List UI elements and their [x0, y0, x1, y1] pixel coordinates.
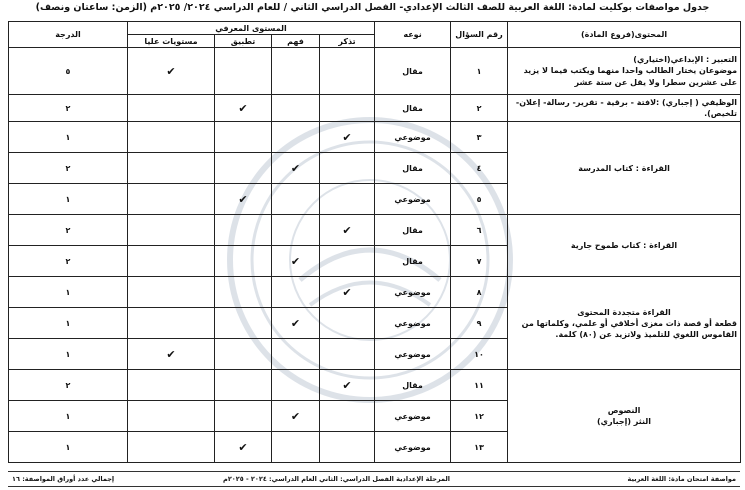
level-remember-cell — [320, 95, 375, 122]
level-understand-cell — [272, 339, 320, 370]
checkmark-icon: ✔ — [342, 130, 352, 144]
level-higher-cell — [128, 122, 215, 153]
header-cognitive-level: المستوى المعرفي — [128, 22, 375, 35]
footer-page-count: إجمالي عدد أوراق المواصفة: ١٦ — [12, 475, 115, 483]
level-apply-cell — [215, 184, 272, 215]
level-understand-cell — [272, 184, 320, 215]
level-higher-cell — [128, 215, 215, 246]
question-number: ٤ — [451, 153, 508, 184]
header-content: المحتوى(فروع المادة) — [508, 22, 741, 48]
level-understand-cell — [272, 401, 320, 432]
content-ambition-book: القراءة : كتاب طموح جارية — [508, 215, 741, 277]
level-remember-cell — [320, 370, 375, 401]
level-apply-cell — [215, 215, 272, 246]
specification-table — [8, 21, 741, 463]
level-higher-cell — [128, 432, 215, 463]
level-apply-cell — [215, 339, 272, 370]
checkmark-icon: ✔ — [290, 409, 301, 423]
header-question-number: رقم السؤال — [451, 22, 508, 48]
question-type: موضوعي — [375, 277, 451, 308]
header-type: نوعه — [375, 22, 451, 48]
table-row — [9, 370, 741, 401]
level-remember-cell — [320, 432, 375, 463]
level-higher-cell — [128, 308, 215, 339]
level-higher-cell — [128, 277, 215, 308]
question-type: موضوعي — [375, 339, 451, 370]
question-type: موضوعي — [375, 401, 451, 432]
level-higher-cell — [128, 401, 215, 432]
question-grade: ٢ — [9, 370, 128, 401]
level-understand-cell — [272, 215, 320, 246]
question-grade: ٥ — [9, 48, 128, 95]
level-apply-cell — [215, 308, 272, 339]
level-understand-cell — [272, 246, 320, 277]
question-number: ٧ — [451, 246, 508, 277]
header-apply: تطبيق — [215, 35, 272, 48]
question-type: مقال — [375, 215, 451, 246]
level-higher-cell — [128, 370, 215, 401]
question-number: ١٢ — [451, 401, 508, 432]
question-grade: ١ — [9, 184, 128, 215]
level-understand-cell — [272, 308, 320, 339]
checkmark-icon: ✔ — [342, 223, 352, 237]
level-understand-cell — [272, 370, 320, 401]
level-apply-cell — [215, 153, 272, 184]
level-remember-cell — [320, 401, 375, 432]
header-higher: مستويات عليا — [128, 35, 215, 48]
level-remember-cell — [320, 339, 375, 370]
question-type: مقال — [375, 153, 451, 184]
checkmark-icon: ✔ — [166, 64, 176, 78]
header-understand: فهم — [272, 35, 320, 48]
level-remember-cell — [320, 153, 375, 184]
question-type: موضوعي — [375, 122, 451, 153]
level-understand-cell — [272, 122, 320, 153]
level-remember-cell — [320, 246, 375, 277]
question-number: ١١ — [451, 370, 508, 401]
table-row — [9, 122, 741, 153]
level-understand-cell — [272, 48, 320, 95]
level-higher-cell — [128, 339, 215, 370]
level-understand-cell — [272, 153, 320, 184]
level-remember-cell — [320, 308, 375, 339]
level-remember-cell — [320, 184, 375, 215]
question-type: مقال — [375, 95, 451, 122]
question-number: ٣ — [451, 122, 508, 153]
level-apply-cell — [215, 48, 272, 95]
level-higher-cell — [128, 184, 215, 215]
question-type: موضوعي — [375, 308, 451, 339]
question-number: ٩ — [451, 308, 508, 339]
question-type: مقال — [375, 48, 451, 95]
question-grade: ٢ — [9, 153, 128, 184]
level-apply-cell — [215, 401, 272, 432]
footer-divider — [8, 471, 740, 472]
question-number: ٨ — [451, 277, 508, 308]
question-grade: ١ — [9, 432, 128, 463]
checkmark-icon: ✔ — [238, 192, 248, 206]
question-number: ١٠ — [451, 339, 508, 370]
content-renewable-title: القراءة متجددة المحتوى — [577, 307, 671, 317]
table-row — [9, 277, 741, 308]
footer-divider-bottom — [8, 486, 740, 487]
level-apply-cell — [215, 432, 272, 463]
checkmark-icon: ✔ — [290, 316, 301, 330]
question-type: مقال — [375, 246, 451, 277]
checkmark-icon: ✔ — [290, 254, 301, 268]
level-remember-cell — [320, 122, 375, 153]
checkmark-icon: ✔ — [238, 440, 248, 454]
question-grade: ١ — [9, 122, 128, 153]
question-number: ٥ — [451, 184, 508, 215]
level-higher-cell — [128, 95, 215, 122]
level-remember-cell — [320, 215, 375, 246]
question-number: ٦ — [451, 215, 508, 246]
level-understand-cell — [272, 95, 320, 122]
level-apply-cell — [215, 246, 272, 277]
checkmark-icon: ✔ — [166, 347, 176, 361]
content-texts-desc: النثر (إجباري) — [596, 417, 652, 427]
question-grade: ١ — [9, 339, 128, 370]
question-number: ٢ — [451, 95, 508, 122]
level-higher-cell — [128, 153, 215, 184]
content-renewable-reading — [508, 277, 741, 370]
content-creative-desc: موضوعان يختار الطالب واحدا منهما ويكتب فيما لا يزيد على عشرين سطرا ولا يقل عن ستة عشر — [523, 66, 738, 87]
checkmark-icon: ✔ — [238, 101, 248, 115]
checkmark-icon: ✔ — [342, 378, 352, 392]
level-remember-cell — [320, 48, 375, 95]
table-row — [9, 95, 741, 122]
question-grade: ١ — [9, 308, 128, 339]
level-understand-cell — [272, 277, 320, 308]
level-apply-cell — [215, 370, 272, 401]
content-texts — [508, 370, 741, 463]
level-understand-cell — [272, 432, 320, 463]
question-grade: ٢ — [9, 246, 128, 277]
header-grade: الدرجة — [9, 22, 128, 48]
checkmark-icon: ✔ — [342, 285, 352, 299]
question-grade: ١ — [9, 401, 128, 432]
level-apply-cell — [215, 95, 272, 122]
question-grade: ٢ — [9, 95, 128, 122]
page-title: جدول مواصفات بوكليت لمادة: اللغة العربية للصف الثالث الإعدادي- الفصل الدراسي الثاني / للعام الدراسي ٢٠٢٤/ ٢٠٢٥م (الزمن: ساعتان ونصف) — [35, 2, 710, 13]
checkmark-icon: ✔ — [290, 161, 301, 175]
level-remember-cell — [320, 277, 375, 308]
question-number: ١ — [451, 48, 508, 95]
content-functional-writing: الوظيفي ( إجباري) :لافتة - برقية - تقرير- رسالة- إعلان- تلخيص). — [508, 95, 741, 122]
level-higher-cell — [128, 48, 215, 95]
table-row — [9, 48, 741, 95]
level-apply-cell — [215, 277, 272, 308]
footer-stage: المرحلة الإعدادية الفصل الدراسي: الثاني العام الدراسي: ٢٠٢٤ - ٢٠٢٥م — [223, 475, 450, 483]
question-type: مقال — [375, 370, 451, 401]
question-number: ١٣ — [451, 432, 508, 463]
question-grade: ١ — [9, 277, 128, 308]
content-renewable-desc: قطعة أو قصة ذات مغزى أخلاقي أو علمي، وكلماتها من القاموس اللغوي للتلميذ ولاتزيد عن (٨٠) كلمة. — [521, 318, 738, 339]
header-remember: تذكر — [320, 35, 375, 48]
content-texts-title: النصوص — [607, 406, 641, 416]
content-creative-writing — [508, 48, 741, 95]
question-type: موضوعي — [375, 184, 451, 215]
level-higher-cell — [128, 246, 215, 277]
content-creative-title: التعبير : الإبداعي(اختياري) — [633, 55, 738, 65]
level-apply-cell — [215, 122, 272, 153]
question-type: موضوعي — [375, 432, 451, 463]
question-grade: ٢ — [9, 215, 128, 246]
content-school-book: القراءة : كتاب المدرسة — [508, 122, 741, 215]
footer-subject: مواصفة امتحان مادة: اللغة العربية — [627, 475, 736, 483]
table-row — [9, 215, 741, 246]
